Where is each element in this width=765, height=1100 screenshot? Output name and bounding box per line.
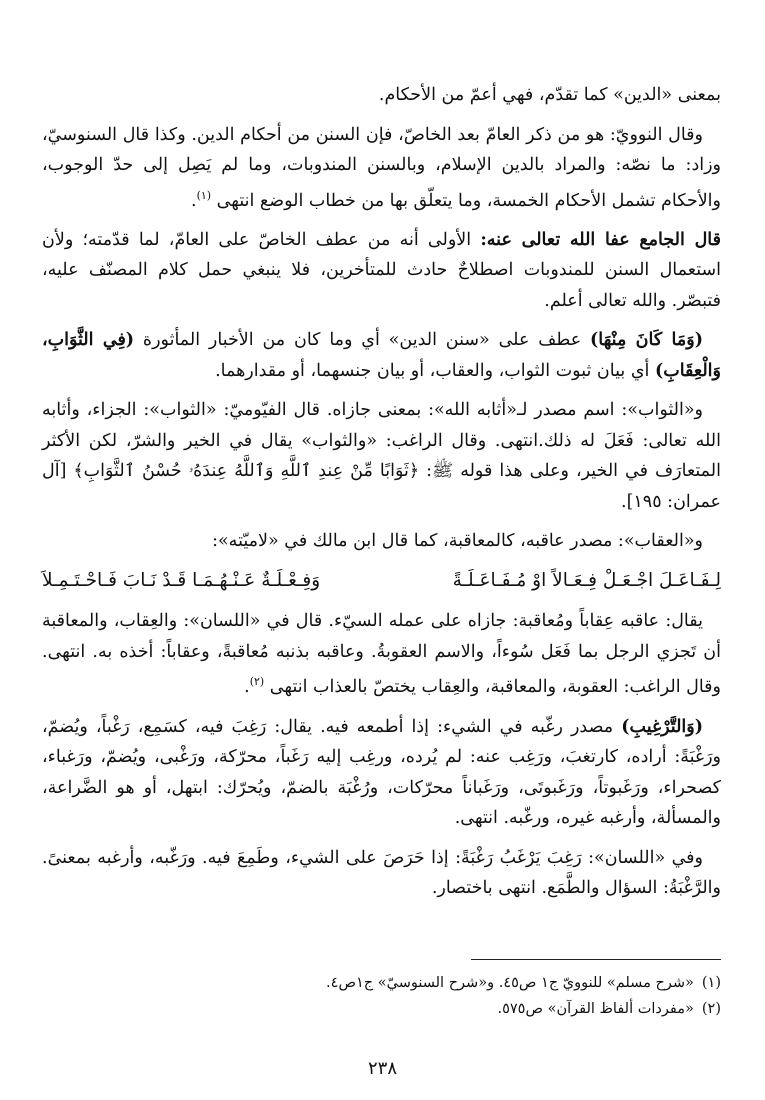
poem-hemistich-2: وَفِـعْـلَـةٌ عَـنْـهُـمَـا قَـدْ نَـابَ فَـاحْـتَـمِـلاَ <box>42 569 321 591</box>
footnotes <box>44 970 721 1022</box>
poem-verse <box>42 566 721 597</box>
footnote-2 <box>44 996 721 1022</box>
paragraph-8: (وَالتَّرْغِيبِ) مصدر رغّبه في الشيء: إذا أطمعه فيه. يقال: رَغِبَ فيه، كسَمِع، رَغْباً، ويُضمّ، ورَغْبَةً: أراده، كارتغبَ، ورَغِب عنه: لم يُرده، ورغِب إليه رَغَباً، محرّكة، ورَغْبى، ويُضمّ، ورَغباء، كصحراء، ورَغَبوتاً، ورَغَبوتَى، ورَغَباناً محرّكات، ورُغْبَة بالضمّ، ويُحرّك: ابتهل، أو هو الضَّراعة، والمسألة، وأرغبه غيره، ورغّبه. انتهى. <box>42 716 721 829</box>
footnote-text: «مفردات ألفاظ القرآن» ص٥٧٥. <box>497 1001 694 1017</box>
footnote-divider <box>471 959 721 960</box>
compiler-heading: قال الجامع عفا الله تعالى عنه: <box>480 229 721 250</box>
footnote-number: (١) <box>701 975 721 991</box>
page-number: ٢٣٨ <box>367 1058 397 1079</box>
paragraph-5: و«الثواب»: اسم مصدر لـ«أثابه الله»: بمعنى جازاه. قال الفيّوميّ: «الثواب»: الجزاء، وأثابه الله تعالى: فَعَلَ له ذلك.انتهى. وقال الراغب: «والثواب» يقال في الخير والشرّ، لكن الأكثر المتعارَف في الخير، وعلى هذا قوله ﷺ: ﴿ثَوَابًا مِّنْ عِندِ ٱللَّهِ وَٱللَّهُ عِندَهُۥ حُسْنُ ٱلثَّوَابِ﴾ [آل عمران: ١٩٥]. <box>42 400 721 512</box>
paragraph-4: (وَمَا كَانَ مِنْهَا) عطف على «سنن الدين» أي وما كان من الأخبار المأثورة (فِي الثَّوَابِ، وَالْعِقَابِ) أي بيان ثبوت الثواب، والعقاب، أو بيان جنسهما، أو مقدارهما. <box>42 330 721 381</box>
footnote-1 <box>44 970 721 996</box>
paragraph-2: وقال النوويّ: هو من ذكر العامّ بعد الخاصّ، فإن السنن من أحكام الدين. وكذا قال السنوسيّ، وزاد: ما نصّه: والمراد بالدين الإسلام، وبالسنن المندوبات، وما لم يَصِل إلى حدّ الوجوب، والأحكام تشمل الأحكام الخمسة، وما يتعلّق بها من خطاب الوضع انتهى $^{(١)}$. <box>42 124 721 211</box>
footnote-number: (٢) <box>701 1001 721 1017</box>
paragraph-6: و«العقاب»: مصدر عاقبه، كالمعاقبة، كما قال ابن مالك في «لاميّته»: <box>212 531 703 552</box>
poem-hemistich-1: لِـفَـاعَـلَ اجْـعَـلْ فِـعَـالاً اوْ مُـفَـاعَـلَـةً <box>452 569 721 591</box>
paragraph-3: قال الجامع عفا الله تعالى عنه: الأولى أنه من عطف الخاصّ على العامّ، لما قدّمته؛ ولأن استعمال السنن للمندوبات اصطلاحٌ حادث للمتأخرين، فلا ينبغي حمل كلام المصنّف عليه، فتبصّر. والله تعالى أعلم. <box>42 229 721 311</box>
matn-phrase-2: (فِي الثَّوَابِ، وَالْعِقَابِ) <box>42 330 721 381</box>
footnote-ref-2[interactable]: (٢) <box>249 675 265 689</box>
main-text <box>42 80 721 913</box>
paragraph-7: يقال: عاقبه عِقاباً ومُعاقبة: جازاه على عمله السيّء. قال في «اللسان»: والعِقاب، والمعاقبة أن تَجزي الرجل بما فَعَل سُوءاً، والاسم العقوبةُ. وعاقبه بذنبه مُعاقبةً، وعقاباً: أخذه به. انتهى. وقال الراغب: العقوبة، والمعاقبة، والعِقاب يختصّ بالعذاب انتهى $^{(٢)}$. <box>42 611 721 698</box>
footnote-text: «شرح مسلم» للنوويّ ج١ ص٤٥. و«شرح السنوسيّ» ج١ص٤. <box>326 975 694 991</box>
matn-phrase-1: (وَمَا كَانَ مِنْهَا) <box>589 330 703 351</box>
paragraph-1: بمعنى «الدين» كما تقدّم، فهي أعمّ من الأحكام. <box>378 85 721 105</box>
matn-phrase-3: (وَالتَّرْغِيبِ) <box>621 716 703 737</box>
footnote-ref-1[interactable]: (١) <box>196 188 212 202</box>
paragraph-9: وفي «اللسان»: رَغِبَ يَرْغَبُ رَغْبَةً: إذا حَرَصَ على الشيء، وطَمِعَ فيه. ورَغّبه، وأرغبه بمعنىً. والرَّغْبَةُ: السؤال والطَّمَع. انتهى باختصار. <box>42 847 721 899</box>
